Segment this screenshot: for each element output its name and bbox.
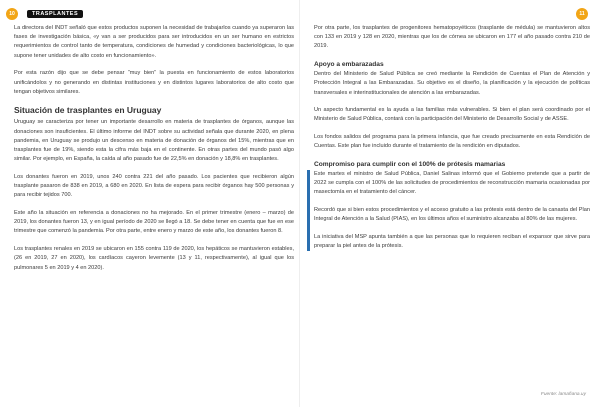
intro-paragraph-2: Por esta razón dijo que se debe pensar “muy bien” la puesta en funcionamiento de estos laboratorios unificándolos y no generando en distintas instituciones y en distintos lugares laboratorios de alto costo que tengan objetivos similares.	[14, 70, 294, 95]
right-page	[300, 0, 600, 407]
main-paragraph-4: Los trasplantes renales en 2019 se ubicaron en 155 contra 119 de 2020, los hepáticos se mantuvieron estables, (26 en 2019, 27 en 2020), los cardíacos cayeron levemente (13 y 11, respectivamente), al igual que los pulmonares 5 en 2019 y 4 en 2020).	[14, 246, 294, 271]
top-paragraph: Por otra parte, los trasplantes de progenitores hematopoyéticos (trasplante de médula) se mantuvieron altos con 133 en 2019 y 128 en 2020, mientras que los de córnea se ubicaron en 177 el año pasado contra 210 de 2019.	[314, 25, 590, 50]
source-credit: Fuente: lamañana.uy	[540, 392, 586, 397]
main-paragraph-1: Uruguay se caracteriza por tener un importante desarrollo en materia de trasplantes de órganos, aunque las donaciones son insuficientes. El último informe del INDT sobre su actividad señala que durante 2020, en plena pandemia, en Uruguay se produjo un descenso en materia de donación de órganos del 15%, mientras que en trasplantes fue de 19%, siendo esta la cifra más baja en el continente. En otras partes del mundo pasó algo similar. Por ejemplo, en España, la caída al año pasado fue de 22,5% en donación y 18,8% en trasplantes.	[14, 119, 294, 163]
left-column	[14, 24, 294, 281]
heading-situacion: Situación de trasplantes en Uruguay	[14, 105, 162, 116]
page-number-right: 11	[576, 8, 588, 20]
protesis-paragraph-2: Recordó que si bien estos procedimientos y el acceso gratuito a las prótesis está dentro de la canasta del Plan Integral de Atención a la Salud (PIAS), en los últimos años el suministro alcanzaba al 80% de las mujeres.	[314, 207, 590, 223]
embarazadas-paragraph-2: Un aspecto fundamental es la ayuda a las familias más vulnerables. Si bien el plan será coordinado por el Ministerio de Salud Pública, contará con la participación del Ministerio de Desarrollo Social y de ASSE.	[314, 107, 590, 123]
right-column	[314, 24, 590, 260]
main-paragraph-3: Este año la situación en referencia a donaciones no ha mejorado. En el primer trimestre (enero – marzo) de 2019, los donantes fueron 13, y en igual período de 2020 se llegó a 18. Se debe tener en cuenta que fue en ese trimestre que comenzó la pandemia. Por otra parte, entre enero y marzo de este año, los donantes fueron 8.	[14, 210, 294, 235]
protesis-paragraph-3: La iniciativa del MSP apunta también a que las personas que lo requieren reciban el expansor que sirve para preparar la piel antes de la prótesis.	[314, 234, 590, 250]
embarazadas-paragraph-3: Los fondos salidos del programa para la primera infancia, que fue creado precisamente en esta Rendición de Cuentas. Este plan fue incluido durante el tratamiento de la rendición en diputados.	[314, 134, 590, 150]
embarazadas-paragraph-1: Dentro del Ministerio de Salud Pública se creó mediante la Rendición de Cuentas el Plan de Atención y Protección Integral a las Embarazadas. Su objetivo es el diseño, la planificación y la ejecución de políticas transversales e interinstitucionales de atención a las embarazadas.	[314, 71, 590, 96]
main-paragraph-2: Los donantes fueron en 2019, unos 240 contra 221 del año pasado. Los pacientes que recibieron algún trasplante pasaron de 838 en 2019, a 680 en 2020. En lista de espera para recibir órganos hay 500 personas y para recibir tejidos 700.	[14, 173, 294, 199]
heading-embarazadas: Apoyo a embarazadas	[314, 61, 384, 69]
page-number-left: 10	[6, 8, 18, 20]
protesis-box	[307, 170, 590, 251]
section-label: TRASPLANTES	[27, 10, 83, 18]
protesis-paragraph-1: Este martes el ministro de Salud Pública, Daniel Salinas informó que el Gobierno pretende que a partir de 2022 se cumpla con el 100% de las solicitudes de procedimientos de reconstrucción mamaria ocasionadas por masectomía en el tratamiento del cáncer.	[314, 171, 590, 196]
intro-paragraph-1: La directora del INDT señaló que estos productos suponen la necesidad de trabajarlos cuando ya superaron las fases de investigación básica, «y van a ser producidos para ser introducidos en un ser humano en estrictos requerimientos de control tanto de temperatura, condiciones de humedad y condiciones bacteriológicas, lo que supone tener unidades de alto costo en funcionamiento».	[14, 25, 294, 59]
heading-protesis: Compromiso para cumplir con el 100% de prótesis mamarias	[314, 161, 506, 169]
